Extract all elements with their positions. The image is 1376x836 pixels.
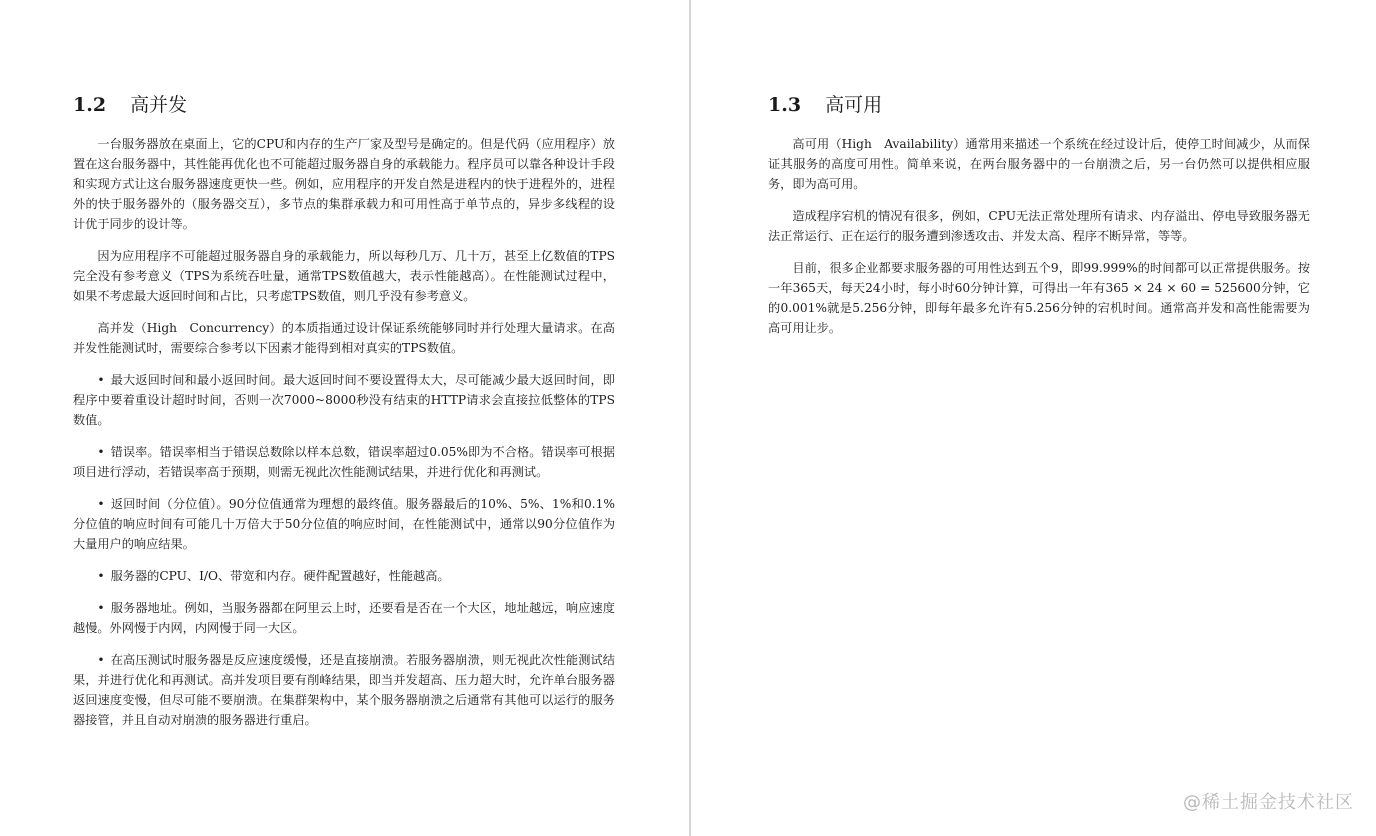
watermark: @稀土掘金技术社区 [1183, 792, 1354, 813]
bullet-item-server-address [73, 598, 615, 638]
bullet-dot: • [97, 497, 105, 511]
bullet-text: 在高压测试时服务器是反应速度缓慢，还是直接崩溃。若服务器崩溃，则无视此次性能测试结果，并进行优化和再测试。高并发项目要有削峰结果，即当并发超高、压力超大时，允许单台服务器返回速度变慢，但尽可能不要崩溃。在集群架构中，某个服务器崩溃之后通常有其他可以运行的服务器接管，并且自动对崩溃的服务器进行重启。 [73, 653, 615, 727]
bullet-text: 服务器的CPU、I/O、带宽和内存。硬件配置越好，性能越高。 [110, 569, 450, 583]
paragraph: 因为应用程序不可能超过服务器自身的承载能力，所以每秒几万、几十万，甚至上亿数值的TPS完全没有参考意义（TPS为系统吞吐量，通常TPS数值越大，表示性能越高）。在性能测试过程中，如果不考虑最大返回时间和占比，只考虑TPS数值，则几乎没有参考意义。 [73, 249, 615, 303]
paragraph: 高并发（High Concurrency）的本质指通过设计保证系统能够同时并行处理大量请求。在高并发性能测试时，需要综合参考以下因素才能得到相对真实的TPS数值。 [73, 321, 615, 355]
section-title: 高并发 [130, 94, 188, 116]
bullet-item-error-rate [73, 442, 615, 482]
section-number: 1.3 [768, 94, 802, 116]
bullet-item-hardware [73, 566, 615, 586]
section-heading-1-2 [73, 92, 615, 118]
section-title: 高可用 [825, 94, 883, 116]
right-page-content [768, 92, 1310, 350]
bullet-text: 返回时间（分位值）。90分位值通常为理想的最终值。服务器最后的10%、5%、1%和0.1%分位值的响应时间有可能几十万倍大于50分位值的响应时间，在性能测试中，通常以90分位值作为大量用户的响应结果。 [73, 497, 615, 551]
bullet-item-stress-test [73, 650, 615, 730]
right-page [691, 0, 1376, 836]
bullet-text: 错误率。错误率相当于错误总数除以样本总数，错误率超过0.05%即为不合格。错误率可根据项目进行浮动，若错误率高于预期，则需无视此次性能测试结果，并进行优化和再测试。 [73, 445, 615, 479]
left-page-content [73, 92, 615, 742]
bullet-text: 最大返回时间和最小返回时间。最大返回时间不要设置得太大，尽可能减少最大返回时间，即程序中要着重设计超时时间，否则一次7000~8000秒没有结束的HTTP请求会直接拉低整体的TPS数值。 [73, 373, 615, 427]
bullet-dot: • [97, 601, 105, 615]
section-number: 1.2 [73, 94, 107, 116]
bullet-item-percentile [73, 494, 615, 554]
paragraph: 高可用（High Availability）通常用来描述一个系统在经过设计后，使停工时间减少，从而保证其服务的高度可用性。简单来说，在两台服务器中的一台崩溃之后，另一台仍然可以提供相应服务，即为高可用。 [768, 137, 1310, 191]
section-heading-1-3 [768, 92, 1310, 118]
paragraph: 造成程序宕机的情况有很多，例如，CPU无法正常处理所有请求、内存溢出、停电导致服务器无法正常运行、正在运行的服务遭到渗透攻击、并发太高、程序不断异常，等等。 [768, 209, 1310, 243]
paragraph: 目前，很多企业都要求服务器的可用性达到五个9，即99.999%的时间都可以正常提供服务。按一年365天，每天24小时，每小时60分钟计算，可得出一年有365 × 24 × 60 = 525600分钟，它的0.001%就是5.256分钟，即每年最多允许有5.256分钟的宕机时间。通常高并发和高性能需要为高可用让步。 [768, 261, 1310, 335]
bullet-dot: • [97, 445, 105, 459]
bullet-dot: • [97, 373, 105, 387]
paragraph: 一台服务器放在桌面上，它的CPU和内存的生产厂家及型号是确定的。但是代码（应用程序）放置在这台服务器中，其性能再优化也不可能超过服务器自身的承载能力。程序员可以靠各种设计手段和实现方式让这台服务器速度更快一些。例如，应用程序的开发自然是进程内的快于进程外的，进程外的快于服务器外的（服务器交互），多节点的集群承载力和可用性高于单节点的，异步多线程的设计优于同步的设计等。 [73, 137, 615, 231]
bullet-text: 服务器地址。例如，当服务器都在阿里云上时，还要看是否在一个大区，地址越远，响应速度越慢。外网慢于内网，内网慢于同一大区。 [73, 601, 615, 635]
bullet-dot: • [97, 569, 105, 583]
bullet-item-max-min-return-time [73, 370, 615, 430]
bullet-dot: • [97, 653, 105, 667]
